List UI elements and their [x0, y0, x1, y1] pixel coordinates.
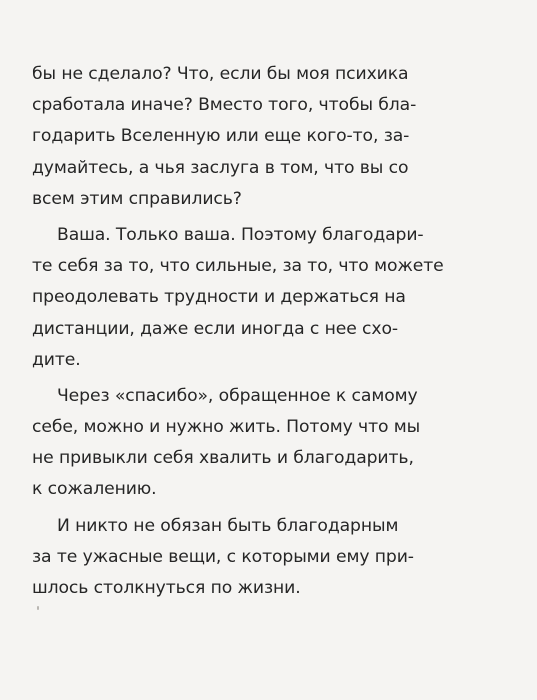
text-line: всем этим справились?	[32, 188, 242, 209]
text-line: к сожалению.	[32, 479, 157, 500]
text-line: бы не сделало? Что, если бы моя психика	[32, 64, 409, 84]
text-line: не привыкли себя хвалить и благодарить,	[32, 448, 414, 469]
paper-speck	[37, 606, 39, 610]
text-line: И никто не обязан быть благодарным	[57, 515, 399, 536]
text-line: Через «спасибо», обращенное к самому	[57, 385, 418, 406]
text-line: за те ужасные вещи, с которыми ему при-	[32, 546, 414, 567]
text-line: думайтесь, а чья заслуга в том, что вы со	[32, 157, 409, 178]
paragraph	[32, 381, 472, 506]
paragraph	[32, 511, 472, 605]
text-line: те себя за то, что сильные, за то, что можете	[32, 256, 444, 277]
text-line: годарить Вселенную или еще кого-то, за-	[32, 126, 410, 147]
text-line: Ваша. Только ваша. Поэтому благодари-	[57, 224, 424, 245]
text-line: преодолевать трудности и держаться на	[32, 287, 406, 308]
text-line: дистанции, даже если иногда с нее схо-	[32, 318, 398, 339]
text-line: дите.	[32, 349, 81, 370]
text-line: сработала иначе? Вместо того, чтобы бла-	[32, 95, 417, 116]
body-text	[32, 59, 472, 604]
text-line: шлось столкнуться по жизни.	[32, 578, 301, 598]
paragraph	[32, 59, 472, 215]
paragraph	[32, 220, 472, 376]
text-line: себе, можно и нужно жить. Потому что мы	[32, 417, 421, 438]
